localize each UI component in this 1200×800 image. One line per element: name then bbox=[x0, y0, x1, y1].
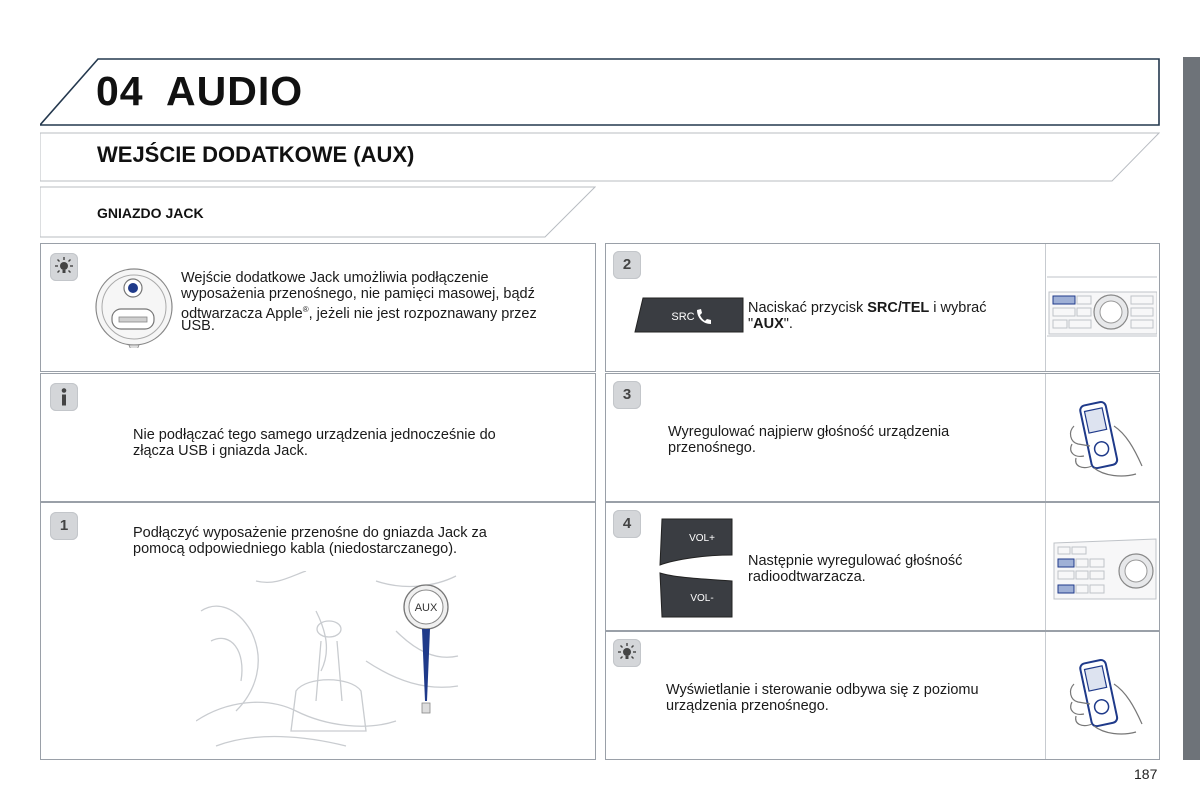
tip-right-text-line-1: Wyświetlanie i sterowanie odbywa się z poziomu bbox=[666, 682, 979, 698]
tip-text-line-4: USB. bbox=[181, 318, 215, 334]
step-1-text-line-1: Podłączyć wyposażenie przenośne do gniazda Jack za bbox=[133, 525, 487, 541]
tip-right-divider bbox=[1045, 632, 1046, 759]
tip-badge bbox=[50, 253, 78, 281]
step-3-panel bbox=[605, 373, 1160, 502]
src-tel-button-illustration bbox=[633, 296, 745, 334]
tip-text-line-3b: , jeżeli nie jest rozpoznawany przez bbox=[308, 305, 537, 322]
registered-mark: ® bbox=[302, 305, 309, 314]
subsection-title: GNIAZDO JACK bbox=[97, 205, 204, 221]
tip-text-line-1: Wejście dodatkowe Jack umożliwia podłączenie bbox=[181, 270, 489, 286]
step-3-badge: 3 bbox=[613, 381, 641, 409]
section-title: WEJŚCIE DODATKOWE (AUX) bbox=[97, 142, 415, 167]
step-2-badge: 2 bbox=[613, 251, 641, 279]
step-4-divider bbox=[1045, 503, 1046, 630]
light-bulb-icon bbox=[613, 639, 641, 667]
page-number: 187 bbox=[1134, 766, 1158, 782]
step-2-text-line-1 bbox=[748, 300, 987, 316]
chapter-number: 04 bbox=[96, 68, 144, 114]
step-2-divider bbox=[1045, 244, 1046, 371]
step-2-panel bbox=[605, 243, 1160, 372]
light-bulb-icon bbox=[50, 253, 78, 281]
step-2-quote-close: ". bbox=[783, 316, 793, 332]
step-2-aux-bold: AUX bbox=[753, 316, 784, 332]
vol-plus-label: VOL+ bbox=[689, 533, 715, 544]
info-text-line-2: złącza USB i gniazda Jack. bbox=[133, 443, 308, 459]
tip-panel-jack bbox=[40, 243, 596, 372]
radio-panel-src-illustration bbox=[1047, 274, 1157, 340]
step-4-badge: 4 bbox=[613, 510, 641, 538]
aux-socket-label: AUX bbox=[414, 602, 438, 614]
info-panel bbox=[40, 373, 596, 502]
info-badge bbox=[50, 383, 78, 411]
tip-badge-right bbox=[613, 639, 641, 667]
chapter-title: AUDIO bbox=[166, 68, 304, 114]
vol-minus-label: VOL- bbox=[690, 593, 714, 604]
volume-buttons-illustration bbox=[656, 515, 736, 620]
step-2-text-bold: SRC/TEL bbox=[867, 300, 930, 316]
step-2-text-a: Naciskać przycisk bbox=[748, 300, 868, 316]
car-console-aux-illustration bbox=[196, 571, 461, 751]
chapter-side-tab bbox=[1183, 57, 1200, 760]
info-text-line-1: Nie podłączać tego samego urządzenia jednocześnie do bbox=[133, 427, 496, 443]
step-2-text-line-2 bbox=[748, 316, 793, 332]
step-4-text-line-1: Następnie wyregulować głośność bbox=[748, 553, 963, 569]
radio-panel-volume-illustration bbox=[1050, 533, 1158, 603]
src-button-label: SRC bbox=[671, 311, 695, 323]
step-1-text-line-2: pomocą odpowiedniego kabla (niedostarczanego). bbox=[133, 541, 458, 557]
hand-portable-player-illustration bbox=[1064, 396, 1144, 478]
step-4-text-line-2: radioodtwarzacza. bbox=[748, 569, 866, 585]
tip-text-line-3a: odtwarzacza Apple bbox=[181, 305, 303, 322]
step-4-panel bbox=[605, 502, 1160, 631]
step-2-text-b: i wybrać bbox=[929, 300, 987, 316]
step-3-text-line-2: przenośnego. bbox=[668, 440, 756, 456]
step-3-text-line-1: Wyregulować najpierw głośność urządzenia bbox=[668, 424, 950, 440]
tip-panel-display bbox=[605, 631, 1160, 760]
usb-jack-socket-illustration bbox=[93, 266, 175, 348]
tip-text-line-2: wyposażenia przenośnego, nie pamięci masowej, bądź bbox=[181, 286, 535, 302]
step-3-divider bbox=[1045, 374, 1046, 501]
tip-right-text-line-2: urządzenia przenośnego. bbox=[666, 698, 829, 714]
tip-text-line-3 bbox=[181, 302, 537, 322]
step-1-badge: 1 bbox=[50, 512, 78, 540]
step-1-panel bbox=[40, 502, 596, 760]
info-icon bbox=[50, 383, 78, 411]
step-2-quote-open: " bbox=[748, 316, 754, 332]
hand-portable-player-illustration bbox=[1064, 654, 1144, 736]
